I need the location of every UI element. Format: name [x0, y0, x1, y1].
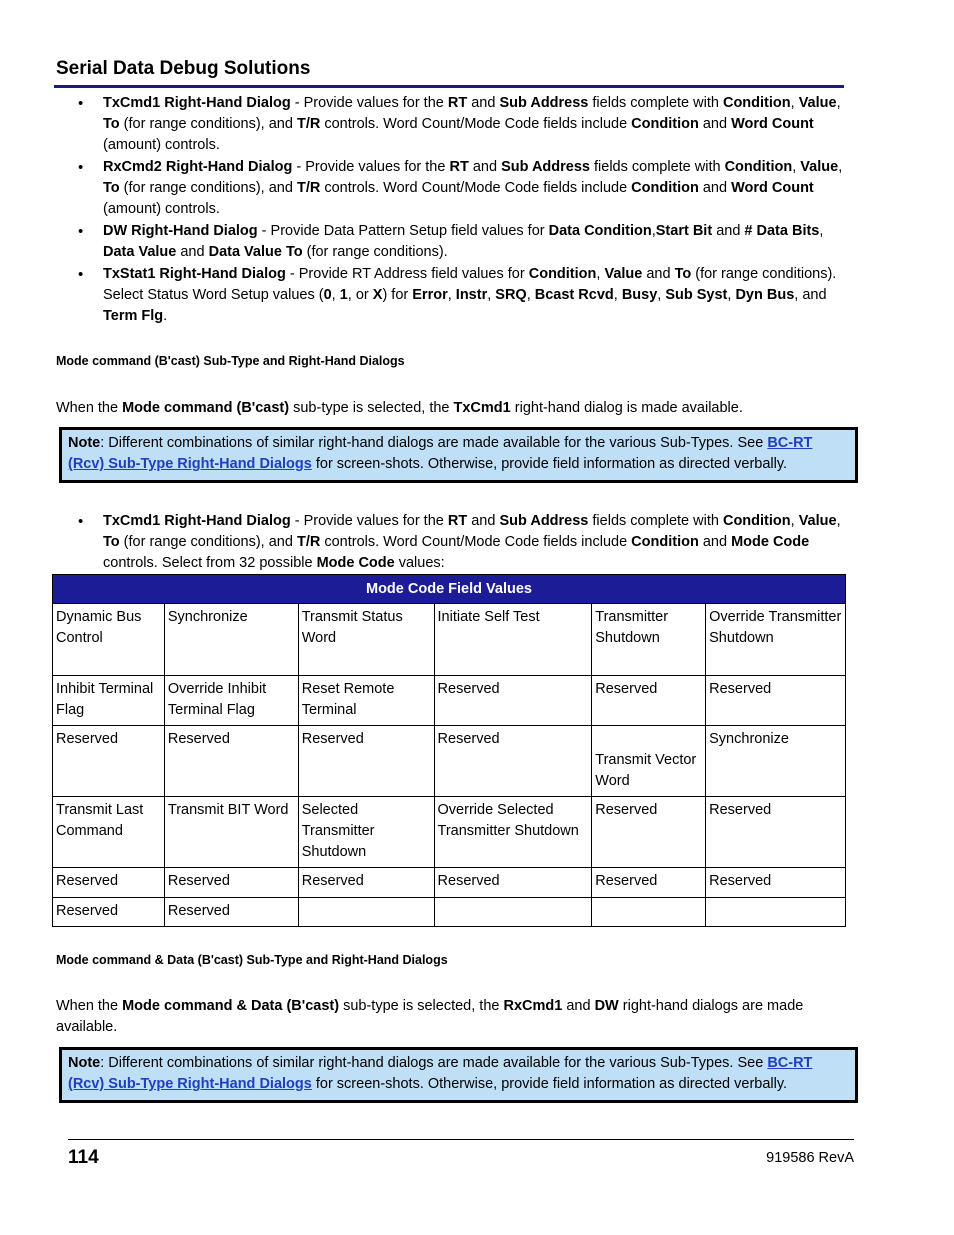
bold-term: Word Count [731, 116, 814, 132]
page-number: 114 [68, 1147, 99, 1168]
text-run: and [467, 95, 500, 111]
text-run: , [613, 287, 622, 303]
table-cell [706, 898, 846, 927]
text-run: (for range conditions), and [119, 116, 297, 132]
table-cell: Initiate Self Test [434, 604, 592, 676]
text-run: , [727, 287, 736, 303]
table-cell: Reserved [434, 676, 592, 726]
bold-term: Instr [455, 287, 488, 303]
page-header-title: Serial Data Debug Solutions [56, 58, 311, 79]
bullet-item: • TxCmd1 Right-Hand Dialog - Provide values for the RT and Sub Address fields complete with Condition, Value, To (for range conditions), and T/R controls. Word Count/Mode Code fields include Condition and Word Count (amount) controls. [56, 93, 846, 156]
bold-term: SRQ [495, 287, 527, 303]
text-run: , [526, 287, 535, 303]
mode-code-table [52, 574, 846, 927]
bold-term: Mode command (B'cast) [122, 400, 290, 416]
table-cell: Reserved [434, 868, 592, 898]
note-label: Note [68, 435, 101, 451]
table-cell: Transmit Status Word [298, 604, 434, 676]
text-run: and [468, 159, 502, 175]
text-run: (amount) controls. [103, 201, 220, 217]
table-cell: Reserved [592, 797, 706, 868]
sub-type-dialogs-link[interactable]: BC-RT (Rcv) Sub-Type Right-Hand Dialogs [68, 1055, 813, 1092]
bold-term: RT [449, 159, 469, 175]
table-cell [298, 898, 434, 927]
bullet-item: • RxCmd2 Right-Hand Dialog - Provide values for the RT and Sub Address fields complete with Condition, Value, To (for range conditions), and T/R controls. Word Count/Mode Code fields include Condition and Word Count (amount) controls. [56, 157, 846, 220]
bold-term: Mode command & Data (B'cast) [122, 998, 340, 1014]
bullet-list-1 [56, 93, 846, 328]
bold-term: Mode Code [731, 534, 810, 550]
text-run: (for range conditions). Select Status Word Setup values ( [103, 266, 837, 303]
text-run: When the [56, 400, 123, 416]
text-run: , [792, 159, 801, 175]
bold-term: To [674, 266, 692, 282]
text-run: , [838, 159, 843, 175]
text-run: and [698, 534, 732, 550]
text-run: (for range conditions). [302, 244, 448, 260]
bold-term: To [103, 534, 120, 550]
table-cell: Reserved [53, 726, 165, 797]
bold-term: Mode Code [316, 555, 395, 571]
bold-term: Dyn Bus [735, 287, 795, 303]
bold-term: T/R [296, 116, 321, 132]
table-cell: Reserved [706, 797, 846, 868]
text-run: , [836, 513, 841, 529]
table-cell: Reserved [706, 868, 846, 898]
bold-term: Sub Address [501, 159, 590, 175]
table-cell: Override Selected Transmitter Shutdown [434, 797, 592, 868]
text-run: values: [394, 555, 445, 571]
text-run: and [642, 266, 675, 282]
table-row [53, 676, 846, 726]
bold-term: To [103, 180, 120, 196]
table-cell: Synchronize [706, 726, 846, 797]
text-run: , [819, 223, 824, 239]
bold-term: TxCmd1 [453, 400, 511, 416]
bold-term: 1 [339, 287, 348, 303]
table-row [53, 604, 846, 676]
text-run: , [836, 95, 841, 111]
text-run: , [331, 287, 340, 303]
text-run: and [467, 513, 500, 529]
table-cell: Synchronize [164, 604, 298, 676]
table-cell: Inhibit Terminal Flag [53, 676, 165, 726]
text-run: - Provide RT Address field values for [285, 266, 529, 282]
section-heading: Mode command (B'cast) Sub-Type and Right-Hand Dialogs [56, 354, 405, 368]
bold-term: Bcast Rcvd [534, 287, 614, 303]
bold-term: To [103, 116, 120, 132]
bold-term: Value [798, 95, 837, 111]
text-run: controls. Word Count/Mode Code fields include [320, 180, 632, 196]
text-run: controls. Word Count/Mode Code fields include [320, 116, 632, 132]
text-run: (for range conditions), and [119, 180, 297, 196]
text-run: - Provide values for the [290, 513, 448, 529]
bold-term: Word Count [731, 180, 814, 196]
table-cell: Reserved [53, 898, 165, 927]
text-run: . [163, 308, 168, 324]
section-intro [56, 996, 846, 1038]
section-heading: Mode command & Data (B'cast) Sub-Type and Right-Hand Dialogs [56, 953, 448, 967]
table-cell: Reserved [164, 868, 298, 898]
bold-term: RT [447, 95, 468, 111]
bold-term: # Data Bits [744, 223, 820, 239]
bold-term: DW [594, 998, 619, 1014]
table-cell: Reserved [164, 898, 298, 927]
table-cell: Transmitter Shutdown [592, 604, 706, 676]
text-run: , [487, 287, 496, 303]
bold-term: Busy [621, 287, 658, 303]
bold-term: Value [604, 266, 643, 282]
table-cell: Reserved [592, 676, 706, 726]
text-run: right-hand dialogs are made available. [56, 998, 804, 1035]
table-cell: Selected Transmitter Shutdown [298, 797, 434, 868]
table-row [53, 868, 846, 898]
bold-term: Data Value [103, 244, 177, 260]
text-run: and [176, 244, 209, 260]
bold-term: Error [412, 287, 448, 303]
table-cell: Reserved [53, 868, 165, 898]
text-run: sub-type is selected, the [289, 400, 454, 416]
text-run: , [790, 95, 799, 111]
table-cell: Reserved [164, 726, 298, 797]
text-run: - Provide values for the [290, 95, 448, 111]
table-cell: Override Transmitter Shutdown [706, 604, 846, 676]
table-cell: Transmit Vector Word [592, 726, 706, 797]
table-row [53, 726, 846, 797]
text-run: controls. Word Count/Mode Code fields include [320, 534, 632, 550]
text-run: , [651, 223, 656, 239]
bold-term: X [372, 287, 383, 303]
bold-term: 0 [323, 287, 332, 303]
text-run: sub-type is selected, the [339, 998, 504, 1014]
bullet-item: • TxStat1 Right-Hand Dialog - Provide RT Address field values for Condition, Value and To (for range conditions). Select Status Word Setup values (0, 1, or X) for Error, Instr, SRQ, Bcast Rcvd, Busy, Sub Syst, Dyn Bus, and Term Flg. [56, 264, 846, 327]
text-run: (amount) controls. [103, 137, 220, 153]
note-text: : Different combinations of similar right-hand dialogs are made available for the various Sub-Types. See [100, 1055, 768, 1071]
text-run: and [562, 998, 595, 1014]
table-row [53, 797, 846, 868]
table-cell: Reserved [298, 726, 434, 797]
bold-term: Start Bit [655, 223, 713, 239]
bold-term: Condition [722, 513, 791, 529]
text-run: , [657, 287, 666, 303]
bold-term: Term Flg [103, 308, 164, 324]
text-run: controls. Select from 32 possible [103, 555, 317, 571]
table-row [53, 898, 846, 927]
footer-rule [68, 1139, 854, 1140]
document-id: 919586 RevA [766, 1150, 854, 1166]
bold-term: Condition [631, 116, 699, 132]
text-run: , or [347, 287, 373, 303]
note-text: for screen-shots. Otherwise, provide field information as directed verbally. [311, 1076, 788, 1092]
bold-term: RT [447, 513, 468, 529]
text-run: , and [794, 287, 827, 303]
bold-term: Sub Address [499, 95, 589, 111]
text-run: fields complete with [589, 159, 725, 175]
table-cell: Override Inhibit Terminal Flag [164, 676, 298, 726]
note-box [59, 1047, 858, 1103]
text-run: ) for [382, 287, 413, 303]
text-run: right-hand dialog is made available. [510, 400, 743, 416]
bold-term: Condition [631, 534, 699, 550]
bold-term: RxCmd1 [503, 998, 563, 1014]
note-text: for screen-shots. Otherwise, provide field information as directed verbally. [311, 456, 788, 472]
bold-term: Sub Syst [665, 287, 728, 303]
text-run: and [698, 116, 732, 132]
table-cell: Reserved [298, 868, 434, 898]
bold-term: Value [798, 513, 837, 529]
table-cell [592, 898, 706, 927]
bullet-item: • DW Right-Hand Dialog - Provide Data Pattern Setup field values for Data Condition,Start Bit and # Data Bits, Data Value and Data Value To (for range conditions). [56, 221, 846, 263]
bullet-list-2 [56, 511, 846, 575]
bold-term: Condition [724, 159, 793, 175]
table-cell: Transmit Last Command [53, 797, 165, 868]
bold-term: Condition [722, 95, 791, 111]
table-cell: Reset Remote Terminal [298, 676, 434, 726]
table-cell: Transmit BIT Word [164, 797, 298, 868]
table-cell: Reserved [592, 868, 706, 898]
text-run: When the [56, 998, 123, 1014]
section-intro [56, 398, 846, 419]
text-run: and [712, 223, 745, 239]
table-cell: Dynamic Bus Control [53, 604, 165, 676]
bold-term: Condition [631, 180, 699, 196]
bold-term: Data Value To [208, 244, 303, 260]
text-run: , [447, 287, 456, 303]
bold-term: T/R [296, 534, 321, 550]
bold-term: Sub Address [499, 513, 589, 529]
sub-type-dialogs-link[interactable]: BC-RT (Rcv) Sub-Type Right-Hand Dialogs [68, 435, 813, 472]
bullet-item: • TxCmd1 Right-Hand Dialog - Provide values for the RT and Sub Address fields complete with Condition, Value, To (for range conditions), and T/R controls. Word Count/Mode Code fields include Condition and Mode Code controls. Select from 32 possible Mode Code values: [56, 511, 846, 574]
bold-term: Data Condition [548, 223, 652, 239]
bold-term: Condition [528, 266, 597, 282]
text-run: - Provide Data Pattern Setup field values for [257, 223, 549, 239]
text-run: fields complete with [588, 95, 723, 111]
table-cell: Reserved [706, 676, 846, 726]
table-cell [434, 898, 592, 927]
bold-term: T/R [296, 180, 321, 196]
text-run: and [698, 180, 732, 196]
text-run: , [790, 513, 799, 529]
header-rule [54, 85, 844, 88]
text-run: (for range conditions), and [119, 534, 297, 550]
text-run: - Provide values for the [292, 159, 450, 175]
text-run: fields complete with [588, 513, 723, 529]
note-label: Note [68, 1055, 101, 1071]
text-run: , [596, 266, 605, 282]
table-cell: Reserved [434, 726, 592, 797]
note-box [59, 427, 858, 483]
bold-term: Value [800, 159, 839, 175]
table-title: Mode Code Field Values [53, 575, 846, 604]
note-text: : Different combinations of similar right-hand dialogs are made available for the various Sub-Types. See [100, 435, 768, 451]
